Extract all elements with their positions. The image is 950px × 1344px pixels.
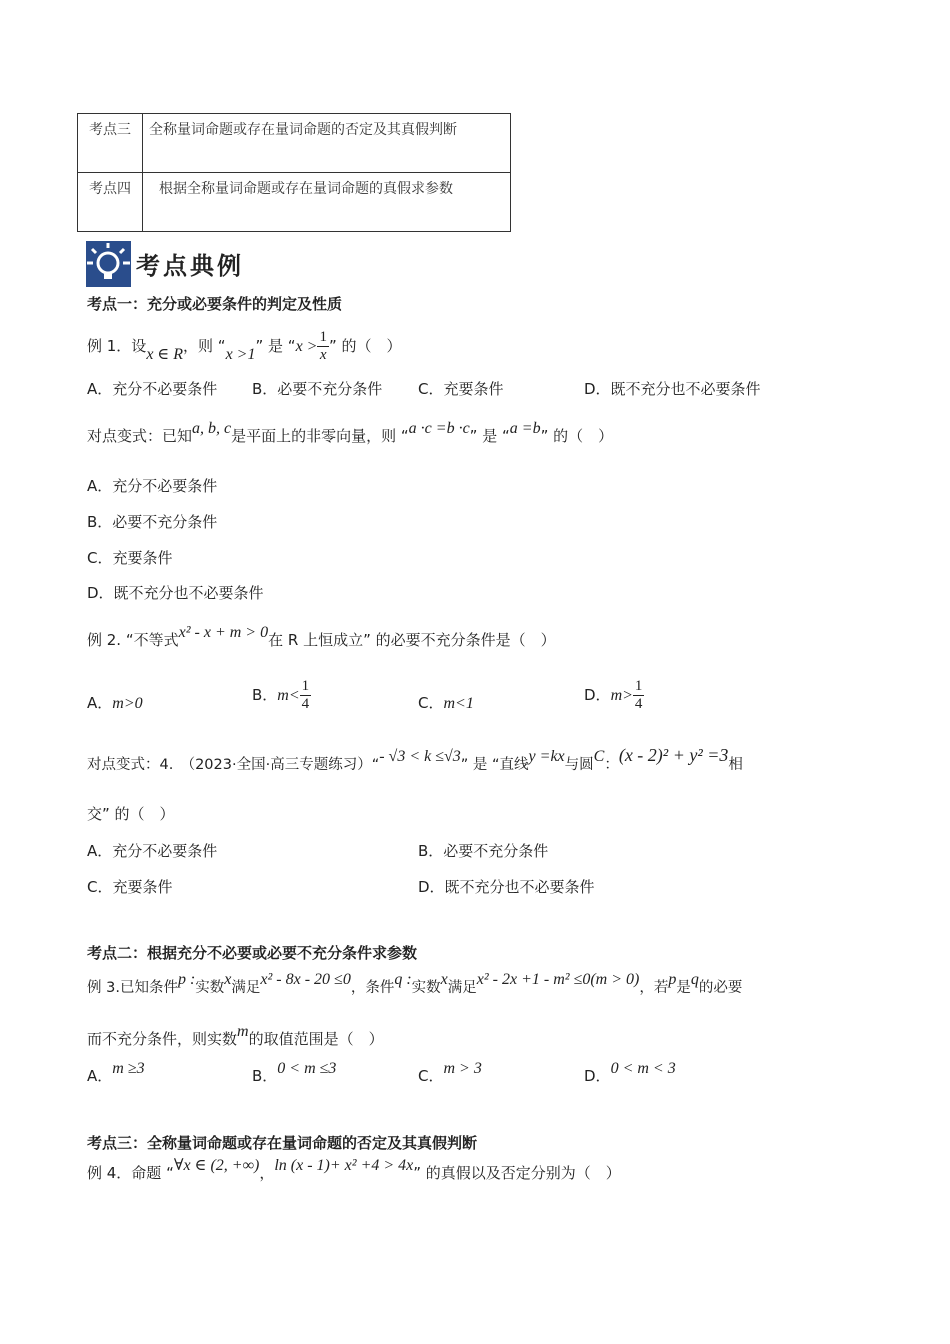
- option-label: C．: [418, 1067, 444, 1085]
- math: p :: [177, 971, 196, 988]
- math: x² - 8x - 20 ≤0: [260, 971, 351, 988]
- lightbulb-icon: [86, 241, 131, 287]
- math: m: [237, 1023, 249, 1040]
- option-b[interactable]: [252, 1060, 337, 1086]
- text: ，条件: [350, 980, 395, 996]
- math: x² - 2x +1 - m² ≤0(m > 0): [476, 971, 640, 988]
- math: q: [690, 971, 699, 988]
- option-value: m<1: [443, 695, 474, 712]
- option-d[interactable]: D．既不充分也不必要条件: [584, 380, 761, 398]
- math: x ∈ R: [146, 346, 184, 363]
- text: 在 R 上恒成立” 的必要不充分条件是（ ）: [268, 631, 556, 649]
- option-d[interactable]: [584, 1060, 676, 1086]
- option-a[interactable]: A．充分不必要条件: [87, 477, 218, 495]
- topic-table: [77, 113, 511, 232]
- numerator: 1: [301, 678, 310, 694]
- variant-4: [87, 745, 743, 775]
- option-d[interactable]: [584, 678, 644, 713]
- text: ” 的（ ）: [328, 337, 402, 355]
- numerator: 1: [319, 329, 327, 345]
- math: x >: [295, 338, 318, 355]
- example-3: [87, 971, 743, 998]
- option-label: A．: [87, 694, 113, 712]
- topic-desc: 根据全称量词命题或存在量词命题的真假求参数: [143, 173, 511, 232]
- denominator: 4: [301, 696, 310, 712]
- option-a[interactable]: [87, 1060, 145, 1086]
- option-label: B．: [252, 686, 278, 704]
- fraction: [633, 678, 645, 713]
- text: 例 1．设: [87, 337, 147, 355]
- numerator: 1: [634, 678, 643, 694]
- math: x: [224, 971, 232, 988]
- variant-1: [87, 420, 614, 447]
- option-c[interactable]: C．充要条件: [87, 878, 173, 896]
- text: ” 是 “: [255, 337, 296, 355]
- option-a[interactable]: [87, 692, 143, 713]
- text: 的必要: [698, 980, 743, 996]
- topic-heading-1: 考点一：充分或必要条件的判定及性质: [87, 295, 343, 313]
- text: ，则 “: [183, 337, 226, 355]
- option-value: m>: [610, 687, 633, 704]
- option-c[interactable]: C．充要条件: [87, 549, 173, 567]
- text: 实数: [195, 980, 225, 996]
- option-c[interactable]: [418, 692, 474, 713]
- variant-4-cont: 交” 的（ ）: [87, 805, 175, 823]
- math: a ·c =b ·c: [408, 420, 470, 437]
- fraction: [317, 329, 329, 364]
- text: ：: [604, 757, 619, 773]
- text: ” 是 “: [469, 427, 510, 445]
- topic-key: 考点三: [78, 114, 143, 173]
- text: ” 的（ ）: [540, 427, 614, 445]
- option-value: m > 3: [443, 1060, 482, 1077]
- option-label: D．: [584, 1067, 611, 1085]
- math: ln (x - 1)+ x² +4 > 4x: [274, 1157, 414, 1174]
- example-1: [87, 329, 402, 364]
- option-c[interactable]: C．充要条件: [418, 380, 504, 398]
- section-title: 考点典例: [136, 251, 244, 280]
- math: x² - x + m > 0: [178, 624, 269, 641]
- option-value: m ≥3: [112, 1060, 145, 1077]
- table-row: [78, 114, 511, 173]
- math: ∀x ∈ (2, +∞): [173, 1157, 260, 1174]
- topic-key: 考点四: [78, 173, 143, 232]
- option-a[interactable]: A．充分不必要条件: [87, 842, 218, 860]
- math: y =kx: [528, 748, 565, 765]
- option-d[interactable]: D．既不充分也不必要条件: [418, 878, 595, 896]
- option-value: 0 < m < 3: [610, 1060, 676, 1077]
- example-3-cont: [87, 1023, 384, 1050]
- option-b[interactable]: B．必要不充分条件: [418, 842, 549, 860]
- text: 实数: [411, 980, 441, 996]
- math: a, b, c: [192, 420, 232, 437]
- text: 与圆: [564, 757, 594, 773]
- topic-heading-3: 考点三：全称量词命题或存在量词命题的否定及其真假判断: [87, 1134, 478, 1152]
- option-label: C．: [418, 694, 444, 712]
- math: x: [440, 971, 448, 988]
- denominator: x: [319, 347, 327, 363]
- option-label: B．: [252, 1067, 278, 1085]
- text: 例 3.已知条件: [87, 980, 178, 996]
- text: ，: [259, 1164, 275, 1182]
- text: 是: [676, 980, 691, 996]
- topic-heading-2: 考点二：根据充分不必要或必要不充分条件求参数: [87, 944, 418, 962]
- table-row: [78, 173, 511, 232]
- option-a[interactable]: A．充分不必要条件: [87, 380, 218, 398]
- math: p: [668, 971, 677, 988]
- option-b[interactable]: [252, 678, 311, 713]
- option-value: 0 < m ≤3: [277, 1060, 337, 1077]
- option-b[interactable]: B．必要不充分条件: [252, 380, 383, 398]
- option-label: D．: [584, 686, 611, 704]
- text: 例 2. “不等式: [87, 631, 179, 649]
- math: q :: [394, 971, 412, 988]
- fraction: [300, 678, 312, 713]
- text: 是平面上的非零向量，则 “: [231, 427, 409, 445]
- denominator: 4: [634, 696, 643, 712]
- text: 满足: [231, 980, 261, 996]
- example-2: [87, 624, 556, 651]
- option-b[interactable]: B．必要不充分条件: [87, 513, 218, 531]
- text: ” 是 “直线: [460, 757, 529, 773]
- option-value: m<: [277, 687, 300, 704]
- text: 的取值范围是（ ）: [248, 1030, 384, 1048]
- option-label: A．: [87, 1067, 113, 1085]
- text: 对点变式：已知: [87, 427, 193, 445]
- math: - √3 < k ≤√3: [379, 748, 461, 765]
- text: 相: [728, 757, 743, 773]
- option-c[interactable]: [418, 1060, 482, 1086]
- math: x >1: [225, 346, 256, 363]
- text: ” 的真假以及否定分别为（ ）: [413, 1164, 621, 1182]
- option-value: m>0: [112, 695, 143, 712]
- math: a =b: [509, 420, 541, 437]
- text: 对点变式：4. （2023·全国·高三专题练习）“: [87, 757, 380, 773]
- text: 而不充分条件，则实数: [87, 1030, 238, 1048]
- text: 满足: [447, 980, 477, 996]
- topic-desc: 全称量词命题或存在量词命题的否定及其真假判断: [143, 114, 511, 173]
- math: (x - 2)² + y² =3: [618, 745, 729, 765]
- text: ，若: [639, 980, 669, 996]
- text: 例 4．命题 “: [87, 1164, 174, 1182]
- option-d[interactable]: D．既不充分也不必要条件: [87, 584, 264, 602]
- example-4: [87, 1157, 621, 1184]
- math: C: [593, 748, 605, 765]
